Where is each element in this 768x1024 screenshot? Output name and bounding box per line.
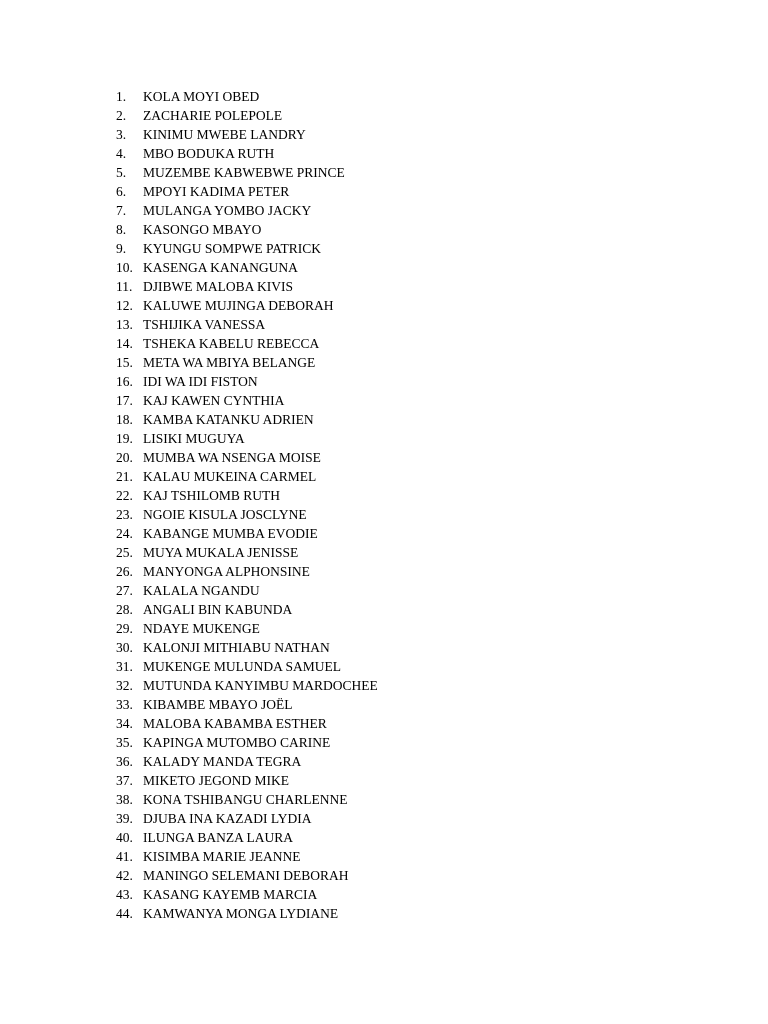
list-item xyxy=(116,106,378,125)
list-item-number: 27. xyxy=(116,583,133,598)
list-item-number: 24. xyxy=(116,526,133,541)
list-item xyxy=(116,866,378,885)
list-item xyxy=(116,676,378,695)
list-item-name: KALUWE MUJINGA DEBORAH xyxy=(143,298,334,313)
list-item xyxy=(116,752,378,771)
list-item-name: MUMBA WA NSENGA MOISE xyxy=(143,450,321,465)
list-item xyxy=(116,657,378,676)
list-item-number: 13. xyxy=(116,317,133,332)
list-item xyxy=(116,486,378,505)
list-item-name: KAMBA KATANKU ADRIEN xyxy=(143,412,314,427)
list-item-number: 34. xyxy=(116,716,133,731)
list-item-name: KOLA MOYI OBED xyxy=(143,89,260,104)
list-item-number: 7. xyxy=(116,203,127,218)
list-item xyxy=(116,904,378,923)
list-item-number: 2. xyxy=(116,108,127,123)
list-item-number: 23. xyxy=(116,507,133,522)
list-item xyxy=(116,543,378,562)
list-item xyxy=(116,125,378,144)
list-item-number: 32. xyxy=(116,678,133,693)
list-item-number: 1. xyxy=(116,89,127,104)
list-item-name: KAPINGA MUTOMBO CARINE xyxy=(143,735,331,750)
list-item-number: 10. xyxy=(116,260,133,275)
list-item-name: MBO BODUKA RUTH xyxy=(143,146,275,161)
list-item xyxy=(116,410,378,429)
list-item-name: KAMWANYA MONGA LYDIANE xyxy=(143,906,339,921)
list-item-number: 44. xyxy=(116,906,133,921)
list-item-number: 35. xyxy=(116,735,133,750)
list-item-number: 36. xyxy=(116,754,133,769)
list-item-number: 20. xyxy=(116,450,133,465)
list-item xyxy=(116,733,378,752)
list-item xyxy=(116,315,378,334)
list-item-number: 21. xyxy=(116,469,133,484)
list-item xyxy=(116,182,378,201)
list-item-name: MIKETO JEGOND MIKE xyxy=(143,773,289,788)
list-item-name: ZACHARIE POLEPOLE xyxy=(143,108,283,123)
list-item-name: MUKENGE MULUNDA SAMUEL xyxy=(143,659,341,674)
list-item-name: ILUNGA BANZA LAURA xyxy=(143,830,293,845)
list-item-name: KALADY MANDA TEGRA xyxy=(143,754,302,769)
list-item xyxy=(116,467,378,486)
list-item-number: 41. xyxy=(116,849,133,864)
list-item-name: MUTUNDA KANYIMBU MARDOCHEE xyxy=(143,678,378,693)
list-item xyxy=(116,771,378,790)
list-item xyxy=(116,828,378,847)
list-item-name: TSHIJIKA VANESSA xyxy=(143,317,266,332)
list-item-number: 31. xyxy=(116,659,133,674)
list-item-name: TSHEKA KABELU REBECCA xyxy=(143,336,320,351)
list-item-number: 29. xyxy=(116,621,133,636)
list-item-name: NGOIE KISULA JOSCLYNE xyxy=(143,507,307,522)
list-item-name: KALONJI MITHIABU NATHAN xyxy=(143,640,330,655)
list-item-name: KAJ KAWEN CYNTHIA xyxy=(143,393,285,408)
list-item-name: MUZEMBE KABWEBWE PRINCE xyxy=(143,165,345,180)
list-item xyxy=(116,619,378,638)
list-item-number: 39. xyxy=(116,811,133,826)
list-item-number: 19. xyxy=(116,431,133,446)
list-item-number: 12. xyxy=(116,298,133,313)
list-item-name: KASANG KAYEMB MARCIA xyxy=(143,887,318,902)
list-item xyxy=(116,562,378,581)
list-item xyxy=(116,448,378,467)
list-item xyxy=(116,296,378,315)
list-item xyxy=(116,391,378,410)
list-item-name: MANYONGA ALPHONSINE xyxy=(143,564,310,579)
list-item xyxy=(116,258,378,277)
list-item-number: 15. xyxy=(116,355,133,370)
list-item-number: 6. xyxy=(116,184,127,199)
list-item-number: 33. xyxy=(116,697,133,712)
list-item-name: KALAU MUKEINA CARMEL xyxy=(143,469,317,484)
list-item-name: KYUNGU SOMPWE PATRICK xyxy=(143,241,322,256)
list-item xyxy=(116,600,378,619)
list-item-number: 22. xyxy=(116,488,133,503)
list-item-number: 3. xyxy=(116,127,127,142)
list-item-name: META WA MBIYA BELANGE xyxy=(143,355,316,370)
list-item xyxy=(116,638,378,657)
list-item-name: MALOBA KABAMBA ESTHER xyxy=(143,716,327,731)
list-item-number: 26. xyxy=(116,564,133,579)
list-item-name: KAJ TSHILOMB RUTH xyxy=(143,488,281,503)
list-item-name: DJIBWE MALOBA KIVIS xyxy=(143,279,293,294)
list-item-number: 11. xyxy=(116,279,133,294)
list-item-name: DJUBA INA KAZADI LYDIA xyxy=(143,811,312,826)
list-item xyxy=(116,353,378,372)
name-list xyxy=(116,87,378,923)
list-item-number: 8. xyxy=(116,222,127,237)
list-item-name: MANINGO SELEMANI DEBORAH xyxy=(143,868,349,883)
list-item xyxy=(116,277,378,296)
list-item-name: MPOYI KADIMA PETER xyxy=(143,184,290,199)
list-item-number: 30. xyxy=(116,640,133,655)
list-item-number: 43. xyxy=(116,887,133,902)
list-item xyxy=(116,144,378,163)
list-item-name: KASENGA KANANGUNA xyxy=(143,260,298,275)
list-item-number: 16. xyxy=(116,374,133,389)
list-item-name: NDAYE MUKENGE xyxy=(143,621,260,636)
list-item xyxy=(116,334,378,353)
list-item-name: KABANGE MUMBA EVODIE xyxy=(143,526,318,541)
list-item xyxy=(116,581,378,600)
list-item-number: 40. xyxy=(116,830,133,845)
list-item-number: 17. xyxy=(116,393,133,408)
list-item-number: 4. xyxy=(116,146,127,161)
list-item xyxy=(116,201,378,220)
list-item xyxy=(116,885,378,904)
list-item xyxy=(116,220,378,239)
list-item-number: 42. xyxy=(116,868,133,883)
list-item-number: 14. xyxy=(116,336,133,351)
list-item xyxy=(116,163,378,182)
list-item-name: KALALA NGANDU xyxy=(143,583,260,598)
list-item xyxy=(116,372,378,391)
list-item xyxy=(116,239,378,258)
list-item xyxy=(116,87,378,106)
list-item-name: KONA TSHIBANGU CHARLENNE xyxy=(143,792,348,807)
list-item xyxy=(116,429,378,448)
list-item-name: IDI WA IDI FISTON xyxy=(143,374,258,389)
list-item xyxy=(116,847,378,866)
list-item xyxy=(116,695,378,714)
list-item-name: LISIKI MUGUYA xyxy=(143,431,245,446)
list-item-number: 9. xyxy=(116,241,127,256)
list-item-name: MUYA MUKALA JENISSE xyxy=(143,545,299,560)
list-item xyxy=(116,809,378,828)
list-item xyxy=(116,505,378,524)
list-item-number: 28. xyxy=(116,602,133,617)
list-item-name: ANGALI BIN KABUNDA xyxy=(143,602,293,617)
list-item xyxy=(116,524,378,543)
list-item-number: 5. xyxy=(116,165,127,180)
list-item-number: 18. xyxy=(116,412,133,427)
list-item-number: 38. xyxy=(116,792,133,807)
list-item-name: KINIMU MWEBE LANDRY xyxy=(143,127,306,142)
list-item-name: KISIMBA MARIE JEANNE xyxy=(143,849,301,864)
list-item-number: 37. xyxy=(116,773,133,788)
list-item-name: KIBAMBE MBAYO JOËL xyxy=(143,697,293,712)
list-item-name: MULANGA YOMBO JACKY xyxy=(143,203,312,218)
list-item-name: KASONGO MBAYO xyxy=(143,222,262,237)
list-item xyxy=(116,790,378,809)
list-item-number: 25. xyxy=(116,545,133,560)
list-item xyxy=(116,714,378,733)
